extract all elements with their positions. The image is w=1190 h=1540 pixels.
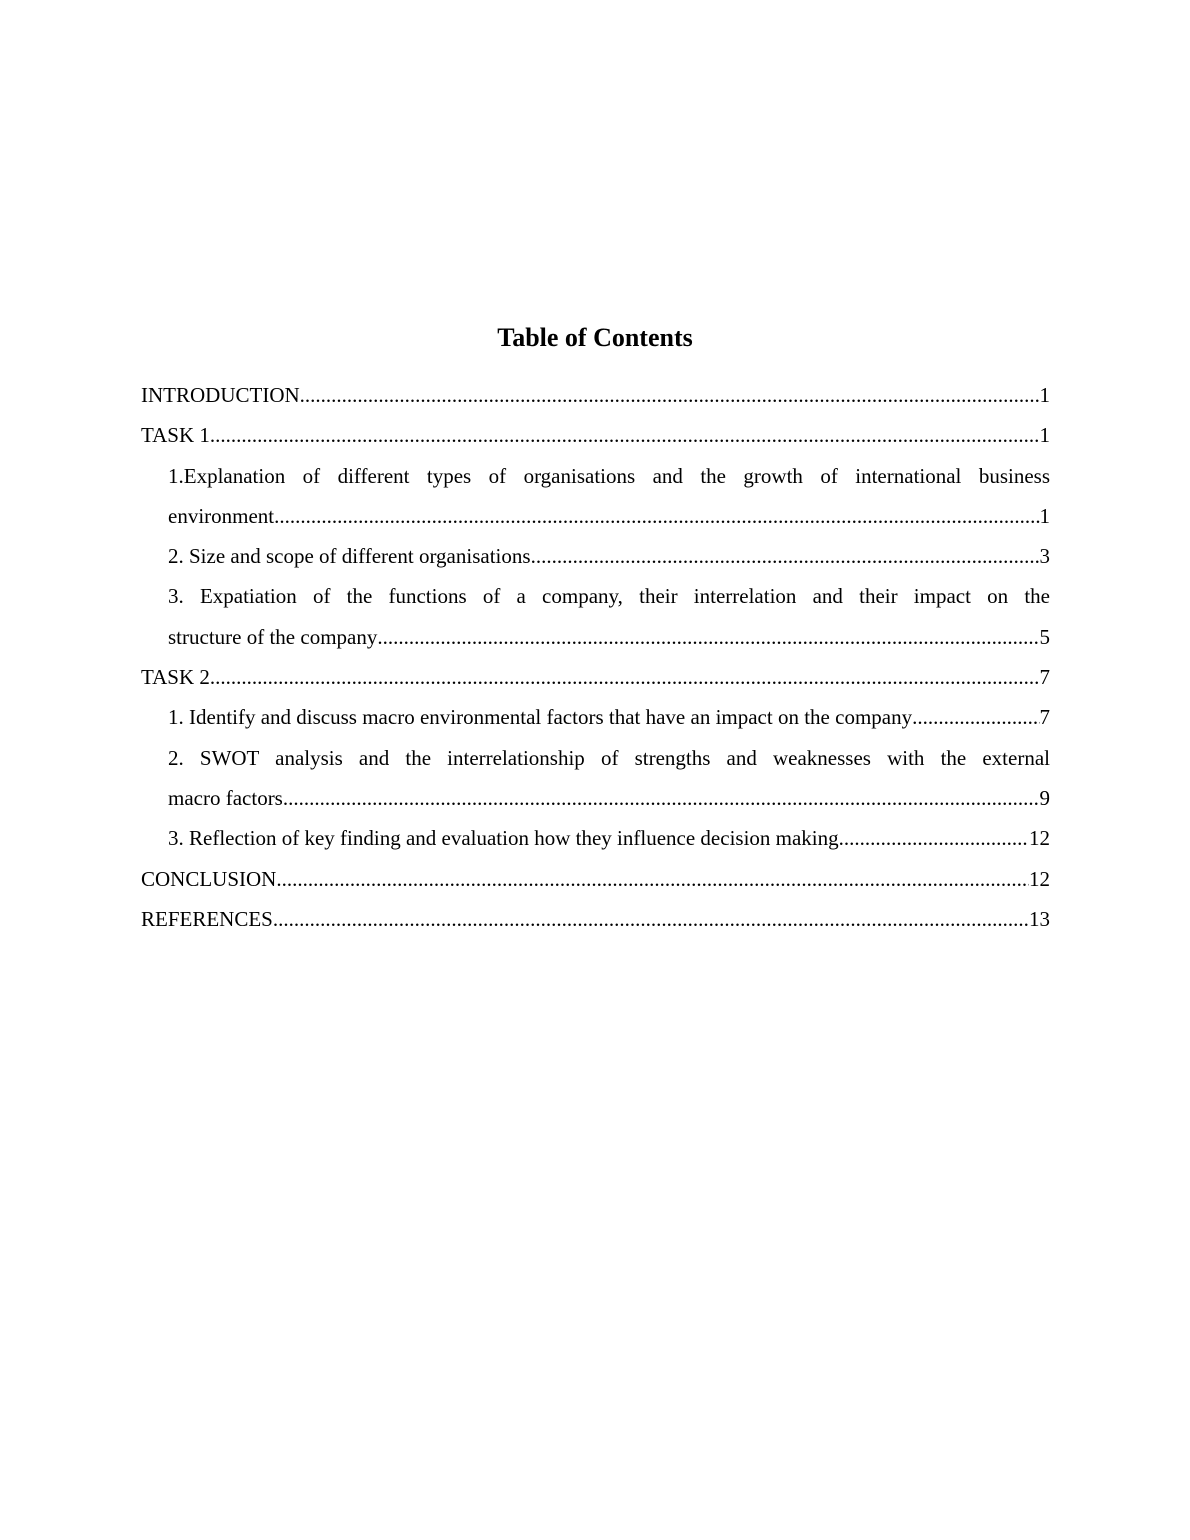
dot-leader xyxy=(377,617,1039,657)
toc-entry-text: CONCLUSION xyxy=(141,866,277,891)
toc-page-number: 1 xyxy=(1039,503,1050,528)
toc-page-number: 7 xyxy=(1039,705,1050,730)
toc-page-number: 9 xyxy=(1039,785,1050,810)
toc-entry-task-2[interactable] xyxy=(141,657,1050,697)
dot-leader xyxy=(839,818,1029,858)
toc-entry-text-line-1: 1.Explanation of different types of organisations and the growth of international business xyxy=(168,463,1050,488)
dot-leader xyxy=(912,697,1039,737)
dot-leader xyxy=(273,899,1029,939)
toc-entry-text-line-1: 2. SWOT analysis and the interrelationship of strengths and weaknesses with the external xyxy=(168,745,1050,770)
toc-entry-introduction[interactable] xyxy=(141,375,1050,415)
toc-entry-text: TASK 1 xyxy=(141,423,210,448)
toc-title: Table of Contents xyxy=(497,323,693,352)
dot-leader xyxy=(283,778,1040,818)
toc-page-number: 12 xyxy=(1029,866,1050,891)
toc-entry-text: macro factors xyxy=(168,785,283,810)
toc-entry-task-1-2[interactable] xyxy=(168,536,1050,576)
toc-entry-references[interactable] xyxy=(141,899,1050,939)
dot-leader xyxy=(276,859,1029,899)
toc-entry-text: REFERENCES xyxy=(141,906,273,931)
toc-entry-text: TASK 2 xyxy=(141,665,210,690)
table-of-contents xyxy=(141,375,1050,939)
toc-page-number: 1 xyxy=(1039,383,1050,407)
dot-leader xyxy=(531,536,1040,576)
toc-page-number: 13 xyxy=(1029,906,1050,931)
dot-leader xyxy=(210,657,1040,697)
toc-page-number: 5 xyxy=(1039,624,1050,649)
toc-page-number: 12 xyxy=(1029,826,1050,851)
toc-entry-text: environment xyxy=(168,503,275,528)
toc-entry-task-2-3[interactable] xyxy=(168,818,1050,858)
toc-entry-text: 2. Size and scope of different organisations xyxy=(168,544,531,569)
toc-entry-conclusion[interactable] xyxy=(141,859,1050,899)
toc-entry-text-line-1: 3. Expatiation of the functions of a company, their interrelation and their impact on the xyxy=(168,584,1050,609)
toc-entry-text: 1. Identify and discuss macro environmental factors that have an impact on the company xyxy=(168,705,913,730)
dot-leader xyxy=(274,496,1039,536)
toc-entry-task-2-2[interactable] xyxy=(168,738,1050,819)
toc-entry-task-1-1[interactable] xyxy=(168,456,1050,537)
toc-entry-text: structure of the company xyxy=(168,624,378,649)
toc-entry-task-1[interactable] xyxy=(141,415,1050,455)
toc-page-number: 7 xyxy=(1039,665,1050,690)
toc-page-number: 3 xyxy=(1039,544,1050,569)
toc-entry-task-2-1[interactable] xyxy=(168,697,1050,737)
dot-leader xyxy=(210,415,1040,455)
dot-leader xyxy=(300,375,1040,415)
toc-entry-task-1-3[interactable] xyxy=(168,576,1050,657)
toc-entry-text: 3. Reflection of key finding and evaluation how they influence decision making xyxy=(168,826,839,851)
toc-page-number: 1 xyxy=(1039,423,1050,448)
toc-entry-text: INTRODUCTION xyxy=(141,383,300,407)
